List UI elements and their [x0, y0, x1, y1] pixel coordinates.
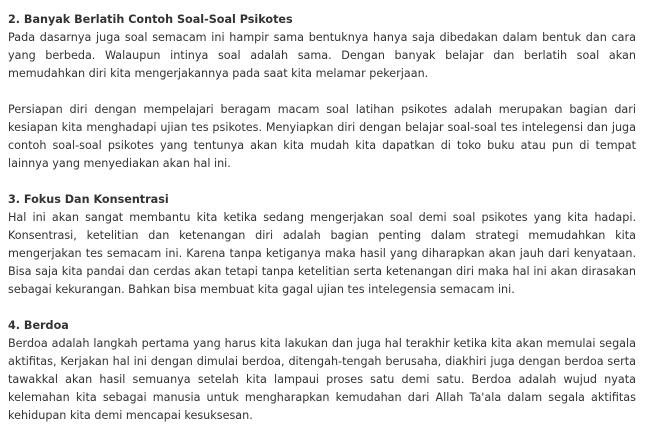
- paragraph: Hal ini akan sangat membantu kita ketika sedang mengerjakan soal demi soal psikotes yang kita hadapi. Konsentrasi, ketelitian dan ketenangan diri adalah bagian penting dalam strategi memudahkan kita mengerjakan tes semacam ini. Karena tanpa ketiganya maka hasil yang diharapkan akan jauh dari kenyataan. Bisa saja kita pandai dan cerdas akan tetapi tanpa ketelitian serta ketenangan diri maka hal ini akan dirasakan sebagai kekurangan. Bahkan bisa membuat kita gagal ujian tes intelegensia semacam ini.: [8, 211, 636, 296]
- paragraph: Berdoa adalah langkah pertama yang harus kita lakukan dan juga hal terakhir ketika kita akan memulai segala aktifitas, Kerjakan hal ini dengan dimulai berdoa, ditengah-tengah berusaha, diakhiri juga dengan berdoa serta tawakkal akan hasil semuanya setelah kita lampaui proses satu demi satu. Berdoa adalah wujud nyata kelemahan kita sebagai manusia untuk mengharapkan kemudahan dari Allah Ta'ala dalam segala aktifitas kehidupan kita demi mencapai kesuksesan.: [8, 337, 636, 422]
- paragraph: Persiapan diri dengan mempelajari beragam macam soal latihan psikotes adalah merupakan bagian dari kesiapan kita menghadapi ujian tes psikotes. Menyiapkan diri dengan belajar soal-soal tes intelegensi dan juga contoh soal-soal psikotes yang tentunya akan kita mudah kita dapatkan di toko buku atau pun di tempat lainnya yang menyediakan akan hal ini.: [8, 103, 636, 170]
- paragraph-spacer: [8, 83, 636, 101]
- section-spacer: [8, 173, 636, 191]
- section-heading-berdoa: 4. Berdoa: [8, 319, 69, 332]
- paragraph: Pada dasarnya juga soal semacam ini hampir sama bentuknya hanya saja dibedakan dalam bentuk dan cara yang berbeda. Walaupun intinya soal adalah sama. Dengan banyak belajar dan berlatih soal akan memudahkan diri kita mengerjakannya pada saat kita melamar pekerjaan.: [8, 31, 636, 80]
- section-spacer: [8, 299, 636, 317]
- section-heading-fokus-konsentrasi: 3. Fokus Dan Konsentrasi: [8, 193, 169, 206]
- section-heading-banyak-berlatih: 2. Banyak Berlatih Contoh Soal-Soal Psikotes: [8, 13, 293, 26]
